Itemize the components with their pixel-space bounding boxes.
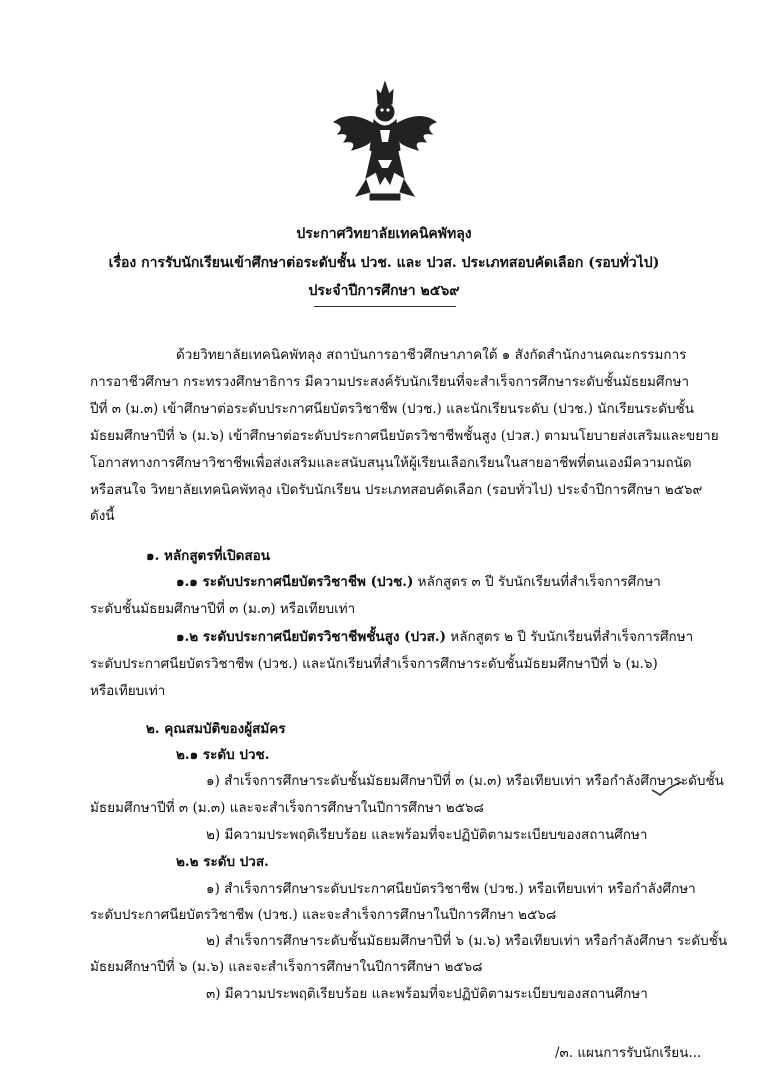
course-label-pvs: ๑.๒ ระดับประกาศนียบัตรวิชาชีพชั้นสูง (ปวส.)	[176, 629, 446, 645]
qualification-line: ๒) สำเร็จการศึกษาระดับชั้นมัธยมศึกษาปีที่ ๖ (ม.๖) หรือเทียบเท่า หรือกำลังศึกษา ระดับชั้น	[206, 933, 728, 949]
title-divider	[314, 306, 456, 307]
announcement-subject: เรื่อง การรับนักเรียนเข้าศึกษาต่อระดับชั้น ปวช. และ ปวส. ประเภทสอบคัดเลือก (รอบทั่วไป)	[108, 255, 660, 271]
course-text: หลักสูตร ๓ ปี รับนักเรียนที่สำเร็จการศึกษา	[413, 574, 661, 590]
course-text: หลักสูตร ๒ ปี รับนักเรียนที่สำเร็จการศึกษา	[446, 629, 694, 645]
academic-year: ประจำปีการศึกษา ๒๕๖๙	[308, 283, 460, 299]
qualification-line: ๑) สำเร็จการศึกษาระดับชั้นมัธยมศึกษาปีที่ ๓ (ม.๓) หรือเทียบเท่า หรือกำลังศึกษาระดับชั้น	[206, 773, 724, 789]
qualification-line: มัธยมศึกษาปีที่ ๓ (ม.๓) และจะสำเร็จการศึกษาในปีการศึกษา ๒๕๖๘	[90, 800, 484, 816]
intro-line: ด้วยวิทยาลัยเทคนิคพัทลุง สถาบันการอาชีวศึกษาภาคใต้ ๑ สังกัดสำนักงานคณะกรรมการ	[176, 347, 687, 363]
qualification-line: ๑) สำเร็จการศึกษาระดับประกาศนียบัตรวิชาชีพ (ปวช.) หรือเทียบเท่า หรือกำลังศึกษา	[206, 881, 696, 897]
intro-line: การอาชีวศึกษา กระทรวงศึกษาธิการ มีความประสงค์รับนักเรียนที่จะสำเร็จการศึกษาระดับชั้นมัธยมศึกษา	[90, 374, 690, 390]
intro-line: ปีที่ ๓ (ม.๓) เข้าศึกษาต่อระดับประกาศนียบัตรวิชาชีพ (ปวช.) และนักเรียนระดับ (ปวช.) นักเรียนระดับชั้น	[90, 401, 694, 417]
intro-line: หรือสนใจ วิทยาลัยเทคนิคพัทลุง เปิดรับนักเรียน ประเภทสอบคัดเลือก (รอบทั่วไป) ประจำปีการศึกษา ๒๕๖๙	[90, 482, 703, 498]
continuation-note: /๓. แผนการรับนักเรียน...	[555, 1045, 702, 1061]
course-item-pvc	[176, 573, 661, 591]
section1-heading: ๑. หลักสูตรที่เปิดสอน	[146, 548, 270, 564]
course-text: ระดับประกาศนียบัตรวิชาชีพ (ปวช.) และนักเรียนที่สำเร็จการศึกษาระดับชั้นมัธยมศึกษาปีที่ ๖ (ม.๖)	[90, 656, 658, 672]
qualification-line: ระดับประกาศนียบัตรวิชาชีพ (ปวช.) และจะสำเร็จการศึกษาในปีการศึกษา ๒๕๖๘	[90, 907, 557, 923]
course-text: ระดับชั้นมัธยมศึกษาปีที่ ๓ (ม.๓) หรือเทียบเท่า	[90, 601, 356, 617]
section2-heading: ๒. คุณสมบัติของผู้สมัคร	[146, 721, 286, 737]
qualification-pvc-heading: ๒.๑ ระดับ ปวช.	[176, 747, 270, 763]
qualification-line: มัธยมศึกษาปีที่ ๖ (ม.๖) และจะสำเร็จการศึกษาในปีการศึกษา ๒๕๖๘	[90, 959, 483, 975]
checkmark-icon	[650, 780, 684, 796]
garuda-emblem-icon	[330, 80, 440, 205]
intro-line: โอกาสทางการศึกษาวิชาชีพเพื่อส่งเสริมและสนับสนุนให้ผู้เรียนเลือกเรียนในสายอาชีพที่ตนเองมีความถนัด	[90, 455, 692, 471]
qualification-line: ๓) มีความประพฤติเรียบร้อย และพร้อมที่จะปฏิบัติตามระเบียบของสถานศึกษา	[206, 986, 648, 1002]
announcement-title: ประกาศวิทยาลัยเทคนิคพัทลุง	[296, 226, 472, 242]
course-label-pvc: ๑.๑ ระดับประกาศนียบัตรวิชาชีพ (ปวช.)	[176, 574, 414, 590]
qualification-line: ๒) มีความประพฤติเรียบร้อย และพร้อมที่จะปฏิบัติตามระเบียบของสถานศึกษา	[206, 827, 648, 843]
intro-line: ดังนี้	[90, 508, 115, 524]
course-text: หรือเทียบเท่า	[90, 683, 166, 699]
intro-line: มัธยมศึกษาปีที่ ๖ (ม.๖) เข้าศึกษาต่อระดับประกาศนียบัตรวิชาชีพชั้นสูง (ปวส.) ตามนโยบายส่งเสริมและขยาย	[90, 428, 719, 444]
course-item-pvs	[176, 628, 693, 646]
qualification-pvs-heading: ๒.๒ ระดับ ปวส.	[176, 854, 269, 870]
